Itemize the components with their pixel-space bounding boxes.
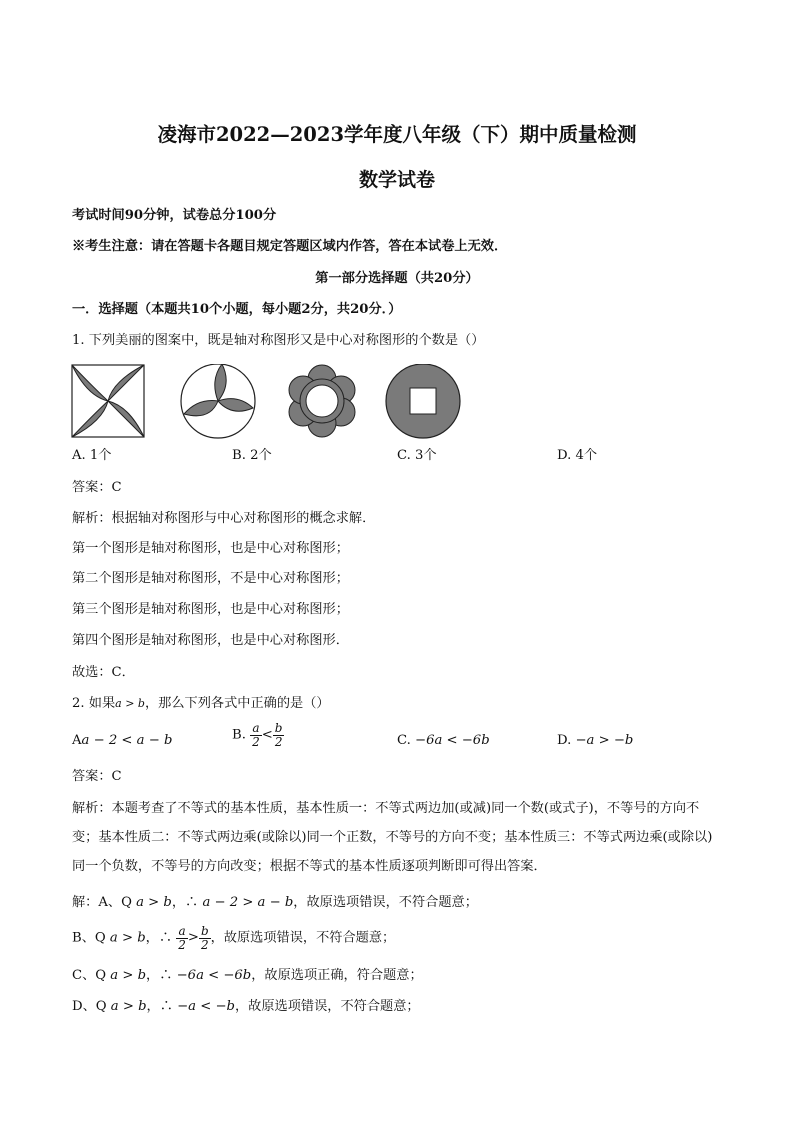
sol-b-frac-right: $\frac{b}{2}$: [200, 923, 209, 952]
figure-circle-blades: [181, 364, 255, 438]
sol-conclusion: ，故原选项错误，不符合题意；: [293, 895, 478, 910]
q1-analysis-line: 故选：C．: [72, 665, 135, 680]
q2-stem-suffix: ，那么下列各式中正确的是（）: [144, 696, 330, 711]
q2-stem: [72, 695, 734, 713]
q1-analysis-line: 第二个图形是轴对称图形，不是中心对称图形；: [72, 571, 349, 586]
q2-option-a-label: A: [72, 733, 82, 748]
exam-title: 凌海市2022—2023学年度八年级（下）期中质量检测: [157, 123, 637, 146]
q2-option-b-frac-right: $\frac{b}{2}$: [274, 721, 283, 749]
sol-expression: a − 2 > a − b: [202, 895, 294, 910]
q1-analysis-line: 第一个图形是轴对称图形，也是中心对称图形；: [72, 541, 349, 556]
q2-option-d-label: D.: [557, 733, 572, 748]
q2-option-a-expr: a − 2 < a − b: [81, 733, 173, 748]
q2-stem-prefix: 2. 如果: [72, 696, 116, 711]
exam-subtitle: 数学试卷: [358, 169, 435, 191]
q2-solution-a: [72, 894, 734, 912]
q2-solution-d: [72, 998, 734, 1016]
sol-conclusion: ，故原选项错误，不符合题意；: [234, 999, 420, 1014]
q2-option-d: [557, 732, 633, 750]
q2-answer: 答案：C: [72, 769, 122, 784]
q1-figures: [70, 364, 470, 440]
sol-prefix: D、Q: [72, 999, 107, 1014]
sol-prefix: 解：A、Q: [72, 895, 132, 910]
sol-expression: −a < −b: [177, 999, 235, 1014]
q1-option-c: C. 3个: [397, 448, 437, 463]
q2-stem-condition: a > b: [115, 697, 145, 710]
q2-option-b: [232, 722, 284, 749]
q2-solution-c: [72, 967, 734, 985]
sol-therefore: ，∴: [146, 999, 173, 1014]
q2-option-a: [72, 732, 172, 750]
q1-analysis-line: 解析：根据轴对称图形与中心对称图形的概念求解．: [72, 511, 376, 526]
q2-option-b-frac-left: $\frac{a}{2}$: [252, 721, 260, 749]
q1-analysis-line: 第三个图形是轴对称图形，也是中心对称图形；: [72, 602, 349, 617]
q2-option-c-expr: −6a < −6b: [415, 733, 490, 748]
section-heading: 一．选择题（本题共10个小题，每小题2分，共20分．）: [72, 302, 402, 317]
q1-analysis-line: 第四个图形是轴对称图形，也是中心对称图形．: [72, 633, 349, 648]
sol-b-relation: >: [187, 930, 199, 945]
q1-option-a: A. 1个: [72, 448, 112, 463]
sol-prefix: C、Q: [72, 968, 107, 983]
sol-condition: a > b: [109, 930, 146, 946]
sol-conclusion: ，故原选项正确，符合题意；: [251, 968, 423, 983]
sol-therefore: ，∴: [146, 968, 173, 983]
sol-expression: −6a < −6b: [176, 968, 252, 983]
q2-option-b-relation: <: [261, 727, 273, 743]
sol-condition: a > b: [110, 968, 147, 983]
exam-time-note: 考试时间90分钟，试卷总分100分: [72, 208, 277, 223]
figure-flower: [289, 365, 355, 437]
q2-option-c: [397, 732, 490, 750]
sol-b-frac-left: $\frac{a}{2}$: [178, 923, 186, 952]
q1-answer: 答案：C: [72, 480, 122, 495]
part-heading: 第一部分选择题（共20分）: [315, 271, 479, 286]
exam-warning-note: ※考生注意：请在答题卡各题目规定答题区域内作答，答在本试卷上无效．: [72, 239, 508, 254]
q2-solution-b: [72, 924, 734, 953]
q1-option-b: B. 2个: [232, 448, 272, 463]
figure-square-petals: [72, 365, 144, 437]
q2-option-c-label: C.: [397, 733, 411, 748]
sol-condition: a > b: [110, 999, 147, 1014]
q1-option-d: D. 4个: [557, 448, 598, 463]
sol-conclusion: ，故原选项错误，不符合题意；: [210, 930, 396, 946]
figure-coin: [386, 364, 460, 438]
q2-option-b-label: B.: [232, 727, 246, 743]
q1-stem: 1. 下列美丽的图案中，既是轴对称图形又是中心对称图形的个数是（）: [72, 333, 485, 348]
q2-option-d-expr: −a > −b: [575, 733, 634, 748]
sol-therefore: ，∴: [145, 930, 173, 946]
q2-analysis: 解析：本题考查了不等式的基本性质，基本性质一：不等式两边加(或减)同一个数(或式子)，不等号的方向不变；基本性质二：不等式两边乘(或除以)同一个正数，不等号的方向不变；基本性质三：不等式两边乘(或除以)同一个负数，不等号的方向改变；根据不等式的基本性质逐项判断即可得出答案．: [72, 801, 713, 874]
sol-therefore: ，∴: [171, 895, 199, 910]
sol-condition: a > b: [136, 895, 172, 910]
sol-prefix: B、Q: [72, 930, 106, 946]
